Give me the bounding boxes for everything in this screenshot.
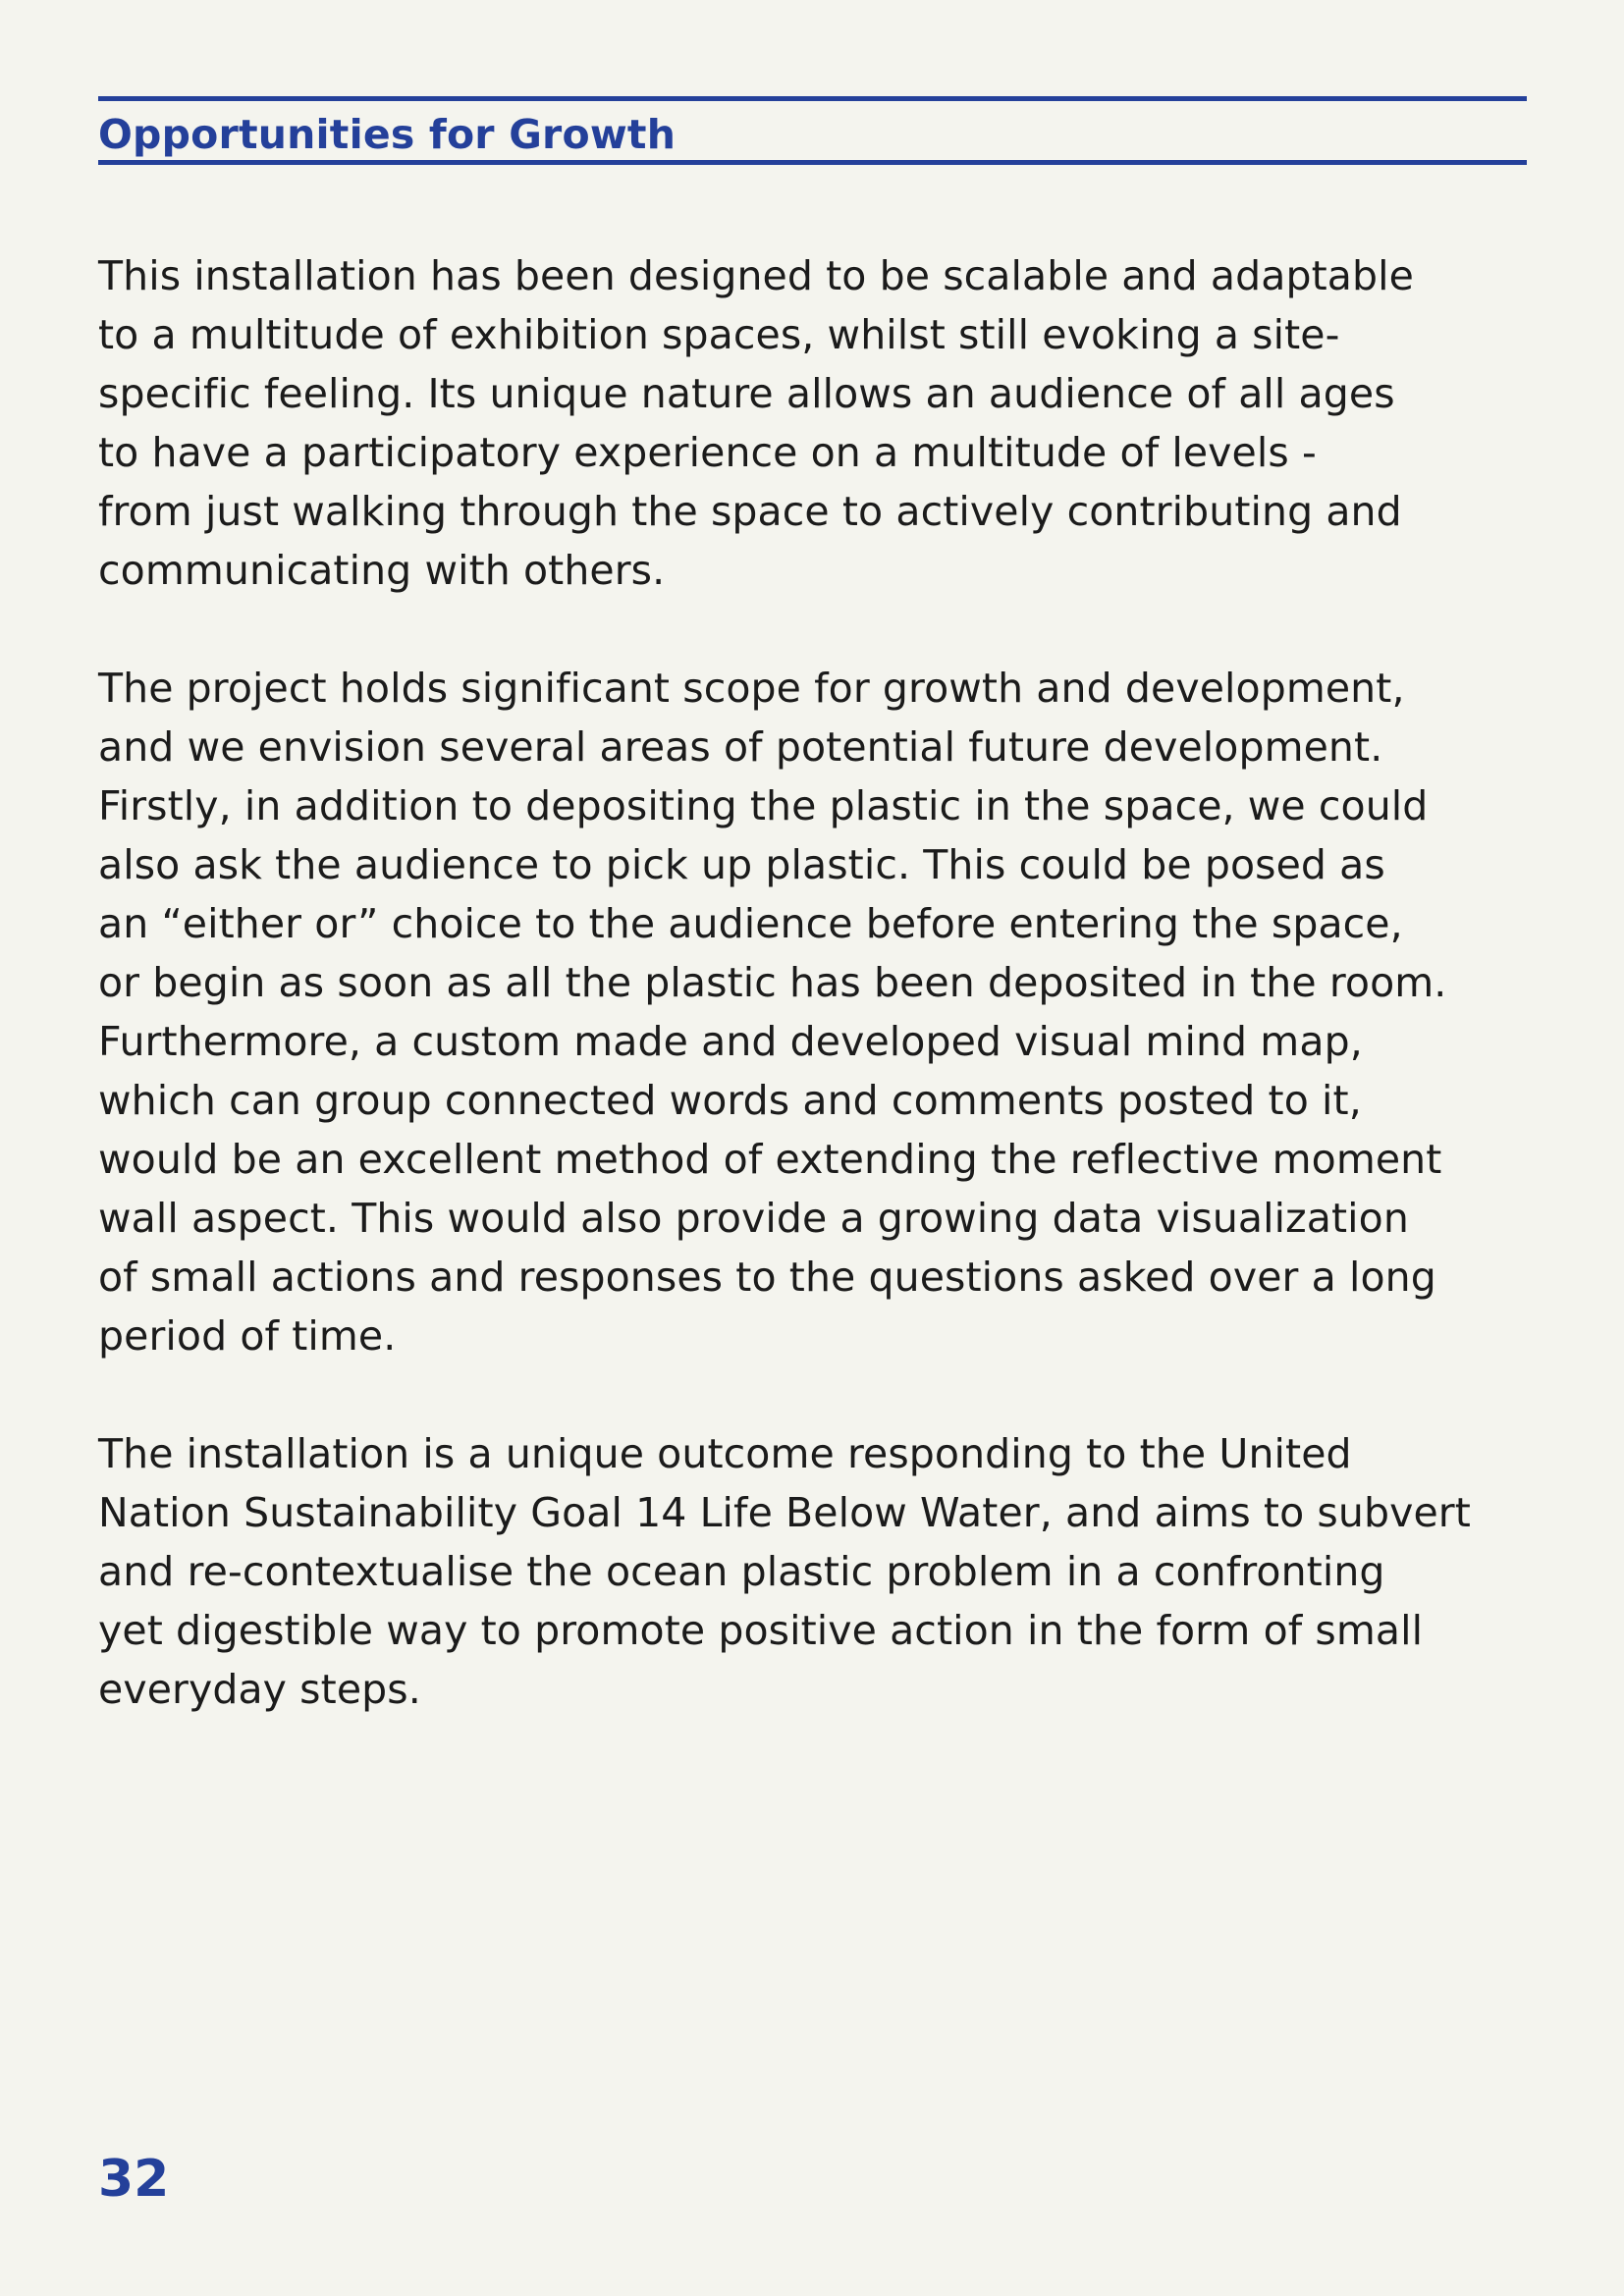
text-line: period of time. <box>98 1312 397 1360</box>
text-line: wall aspect. This would also provide a growing data visualization <box>98 1195 1409 1242</box>
paragraph-2 <box>98 659 1542 1365</box>
text-line: The project holds significant scope for growth and development, <box>98 665 1405 712</box>
text-line: or begin as soon as all the plastic has been deposited in the room. <box>98 959 1447 1006</box>
paragraph-3 <box>98 1424 1542 1719</box>
body-text <box>98 246 1542 1778</box>
text-line: and we envision several areas of potential future development. <box>98 723 1383 771</box>
text-line: Firstly, in addition to depositing the plastic in the space, we could <box>98 782 1429 829</box>
text-line: to a multitude of exhibition spaces, whilst still evoking a site- <box>98 311 1340 358</box>
section-title: Opportunities for Growth <box>98 111 677 158</box>
text-line: everyday steps. <box>98 1666 421 1713</box>
page-number: 32 <box>98 2150 170 2209</box>
section-header <box>98 96 1527 165</box>
text-line: Nation Sustainability Goal 14 Life Below Water, and aims to subvert <box>98 1489 1471 1536</box>
paragraph-1 <box>98 246 1542 600</box>
text-line: also ask the audience to pick up plastic. This could be posed as <box>98 841 1385 888</box>
text-line: This installation has been designed to be scalable and adaptable <box>98 252 1414 299</box>
text-line: Furthermore, a custom made and developed visual mind map, <box>98 1018 1363 1065</box>
text-line: to have a participatory experience on a multitude of levels - <box>98 429 1317 476</box>
text-line: of small actions and responses to the questions asked over a long <box>98 1254 1436 1301</box>
text-line: which can group connected words and comments posted to it, <box>98 1077 1362 1124</box>
text-line: The installation is a unique outcome responding to the United <box>98 1430 1352 1477</box>
text-line: yet digestible way to promote positive action in the form of small <box>98 1607 1424 1654</box>
text-line: specific feeling. Its unique nature allows an audience of all ages <box>98 370 1395 417</box>
text-line: an “either or” choice to the audience before entering the space, <box>98 900 1403 947</box>
text-line: from just walking through the space to actively contributing and <box>98 488 1402 535</box>
text-line: communicating with others. <box>98 547 666 594</box>
text-line: would be an excellent method of extending the reflective moment <box>98 1136 1442 1183</box>
text-line: and re-contextualise the ocean plastic problem in a confronting <box>98 1548 1385 1595</box>
